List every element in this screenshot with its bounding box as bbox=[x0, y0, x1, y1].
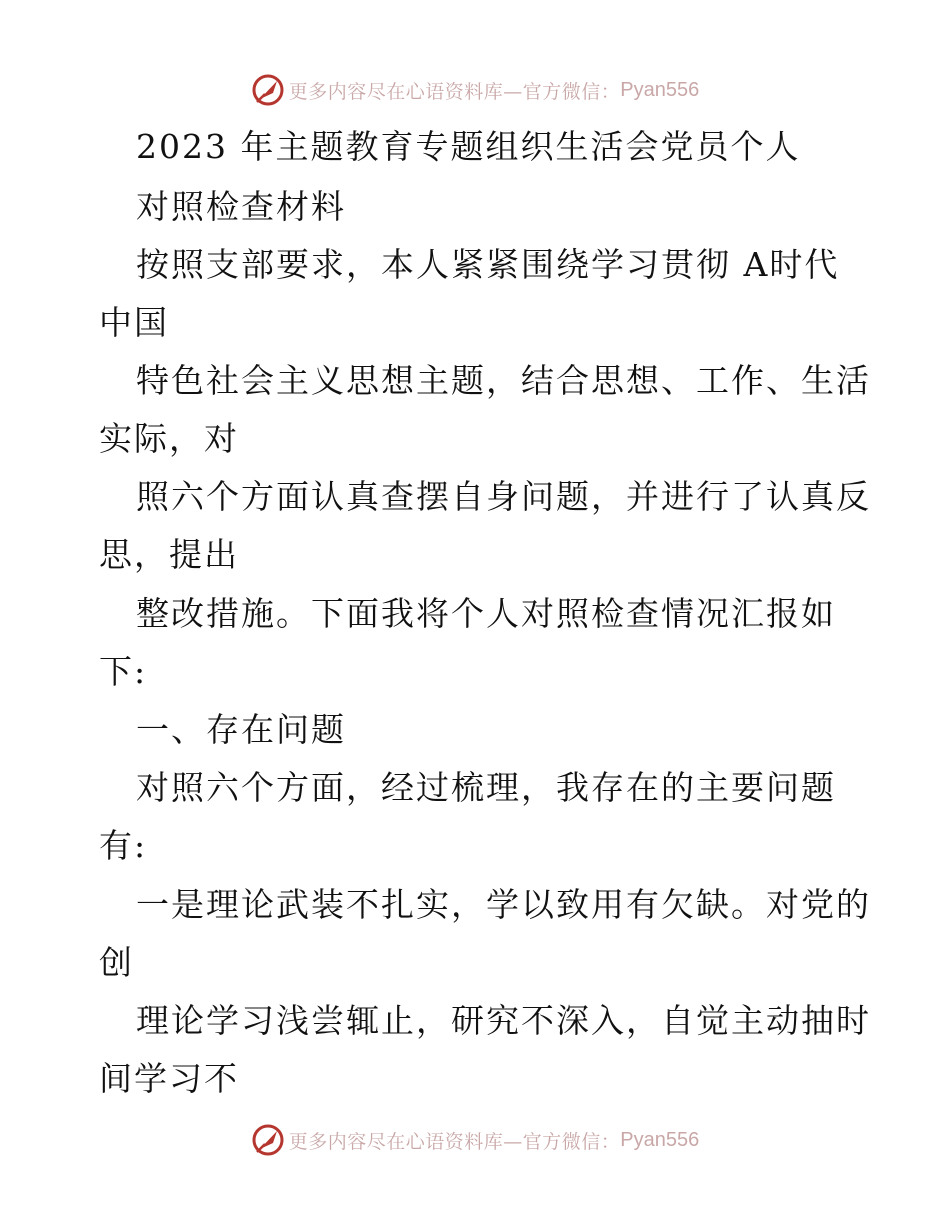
paragraph-line: 思，提出 bbox=[99, 535, 239, 574]
paragraph-line: 整改措施。下面我将个人对照检查情况汇报如 bbox=[136, 594, 836, 633]
paragraph-line: 按照支部要求，本人紧紧围绕学习贯彻 A时代 bbox=[136, 245, 840, 284]
paragraph-line: 间学习不 bbox=[99, 1059, 239, 1098]
paragraph-line: 一是理论武装不扎实，学以致用有欠缺。对党的 bbox=[136, 885, 871, 924]
paragraph-line: 照六个方面认真查摆自身问题，并进行了认真反 bbox=[136, 477, 871, 516]
paragraph-line: 对照六个方面，经过梳理，我存在的主要问题 bbox=[136, 768, 836, 807]
paragraph-line: 特色社会主义思想主题，结合思想、工作、生活 bbox=[136, 361, 871, 400]
watermark-text: 更多内容尽在心语资料库—官方微信： bbox=[288, 1130, 621, 1153]
paragraph-line: 实际，对 bbox=[99, 419, 239, 458]
watermark-text: 更多内容尽在心语资料库—官方微信： bbox=[288, 80, 621, 103]
paragraph-line: 创 bbox=[99, 943, 134, 982]
doc-title-line-1: 2023 年主题教育专题组织生活会党员个人 bbox=[136, 127, 801, 166]
feather-seal-icon bbox=[251, 1123, 285, 1157]
footer-watermark bbox=[0, 1120, 950, 1160]
paragraph-line: 理论学习浅尝辄止，研究不深入，自觉主动抽时 bbox=[136, 1001, 871, 1040]
section-heading: 一、存在问题 bbox=[136, 710, 346, 749]
doc-title-line-2: 对照检查材料 bbox=[136, 187, 346, 226]
paragraph-line: 下: bbox=[99, 652, 148, 691]
paragraph-line: 有: bbox=[99, 826, 148, 865]
paragraph-line: 中国 bbox=[99, 303, 169, 342]
watermark-id: Pyan556 bbox=[620, 1128, 700, 1151]
watermark-id: Pyan556 bbox=[620, 78, 700, 101]
